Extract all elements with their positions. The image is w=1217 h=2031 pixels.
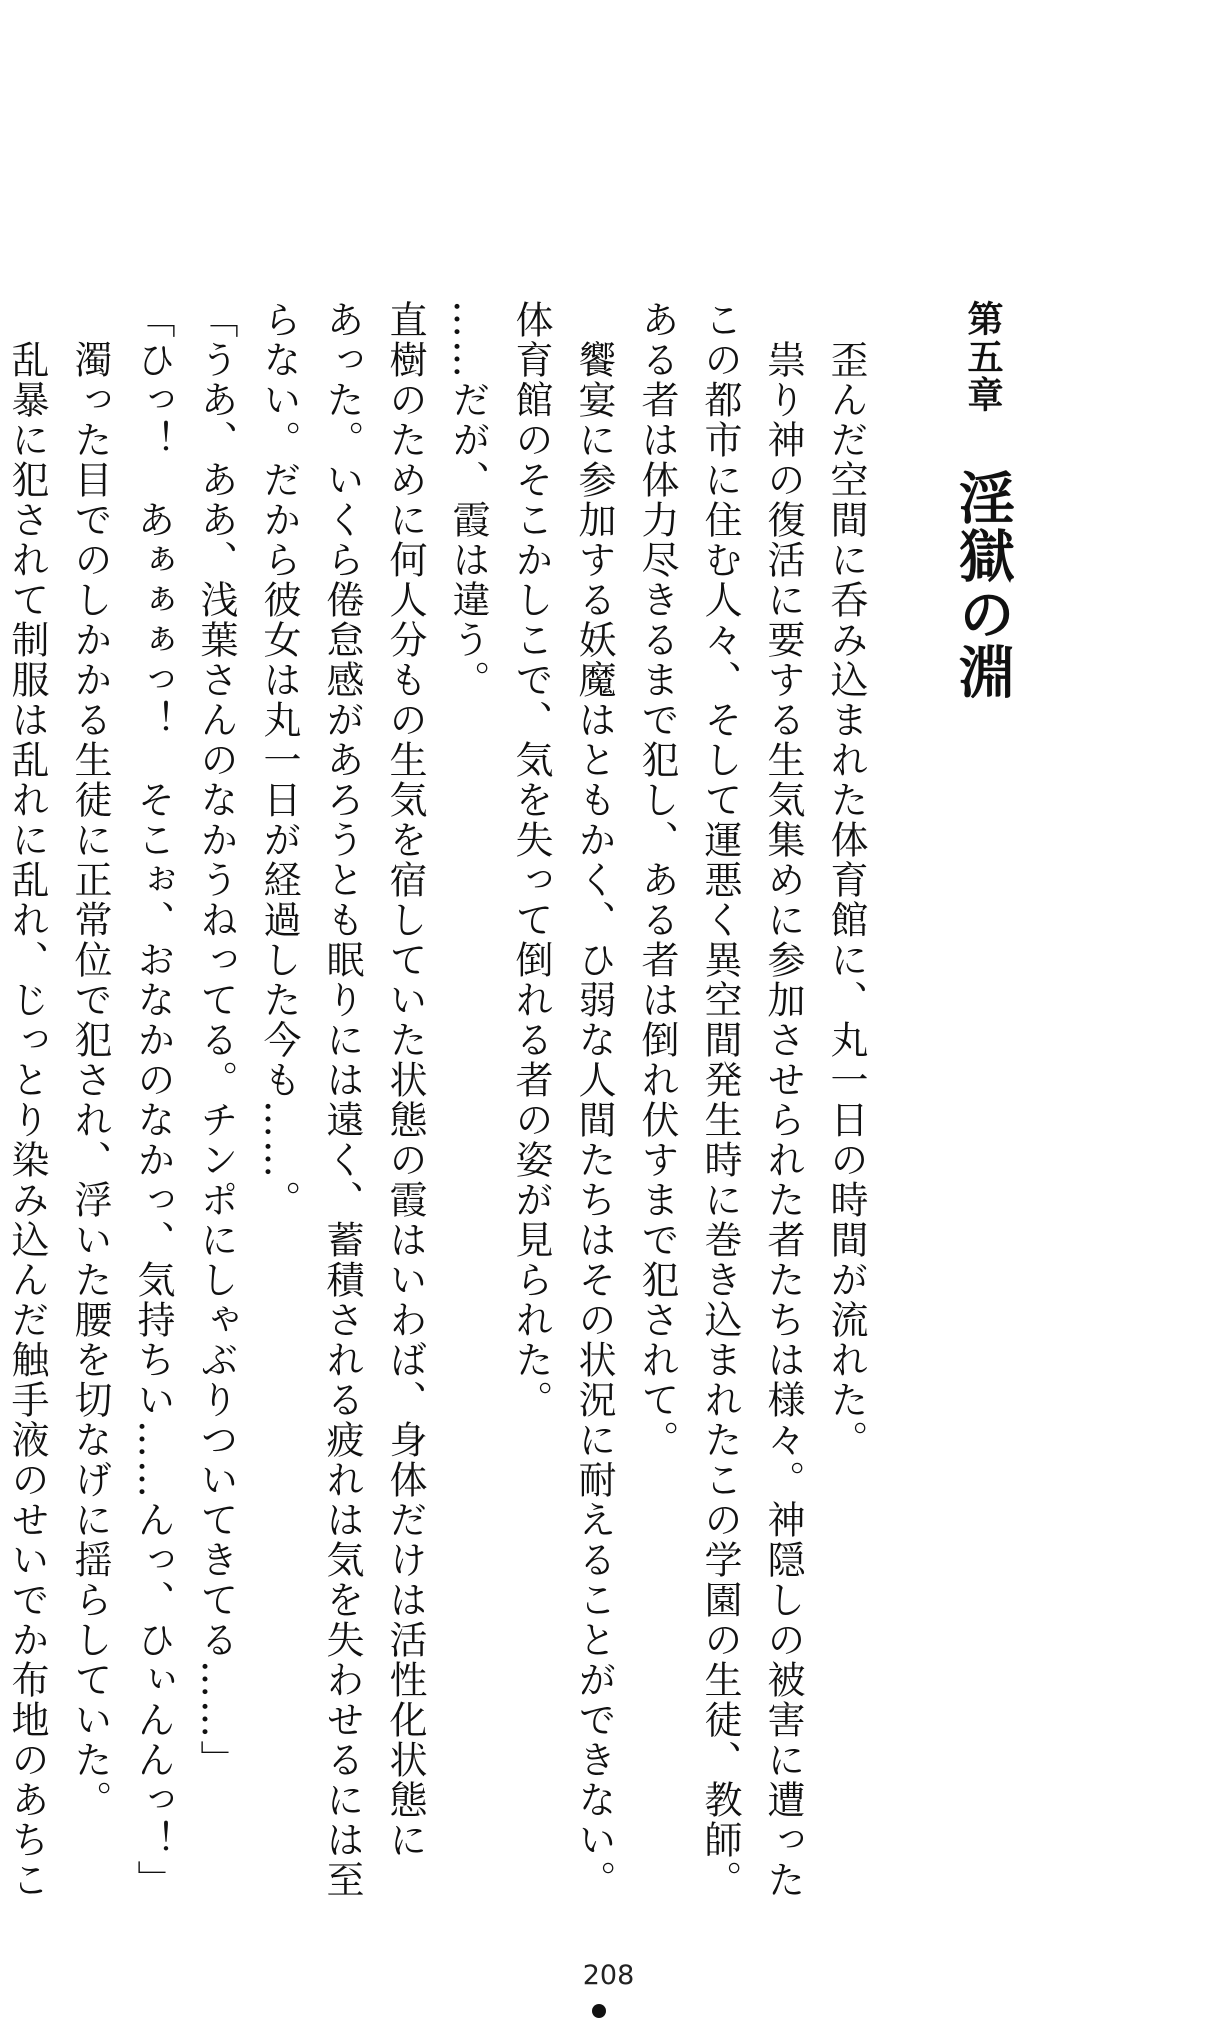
vertical-text-body [0, 300, 1027, 1900]
page-number: 208 [582, 1960, 635, 1991]
text-line: 乱暴に犯されて制服は乱れに乱れ、じっとり染み込んだ触手液のせいでか布地のあちこ [5, 300, 49, 1900]
text-line: らない。だから彼女は丸一日が経過した今も……。 [257, 300, 301, 1220]
dialogue-line: 「うあ、ああ、浅葉さんのなかうねってる。チンポにしゃぶりついてきてる……」 [194, 300, 238, 1780]
text-line: 体育館のそこかしこで、気を失って倒れる者の姿が見られた。 [509, 300, 553, 1420]
text-line: ……だが、霞は違う。 [446, 300, 490, 700]
text-line: ある者は体力尽きるまで犯し、ある者は倒れ伏すまで犯されて。 [635, 300, 679, 1460]
chapter-heading [937, 300, 1027, 1630]
text-line: 濁った目でのしかかる生徒に正常位で犯され、浮いた腰を切なげに揺らしていた。 [68, 300, 112, 1820]
text-line: 直樹のために何人分もの生気を宿していた状態の霞はいわば、身体だけは活性化状態に [383, 300, 427, 1860]
text-line: この都市に住む人々、そして運悪く異空間発生時に巻き込まれたこの学園の生徒、教師。 [698, 300, 742, 1900]
text-line: 歪んだ空間に呑み込まれた体育館に、丸一日の時間が流れた。 [824, 300, 868, 1460]
text-line: あった。いくら倦怠感があろうとも眠りには遠く、蓄積される疲れは気を失わせるには至 [320, 300, 364, 1900]
dialogue-line: 「ひっ！ あぁぁぁっ！ そこぉ、おなかのなかっ、気持ちい……んっ、ひぃんんっ！」 [131, 300, 175, 1900]
chapter-title: 淫獄の淵 [950, 469, 1015, 701]
text-line: 祟り神の復活に要する生気集めに参加させられた者たちは様々。神隠しの被害に遭った [761, 300, 805, 1900]
text-line: 饗宴に参加する妖魔はともかく、ひ弱な人間たちはその状況に耐えることができない。 [572, 300, 616, 1900]
page-marker-dot [592, 2004, 606, 2018]
chapter-label: 第五章 [962, 300, 1003, 414]
